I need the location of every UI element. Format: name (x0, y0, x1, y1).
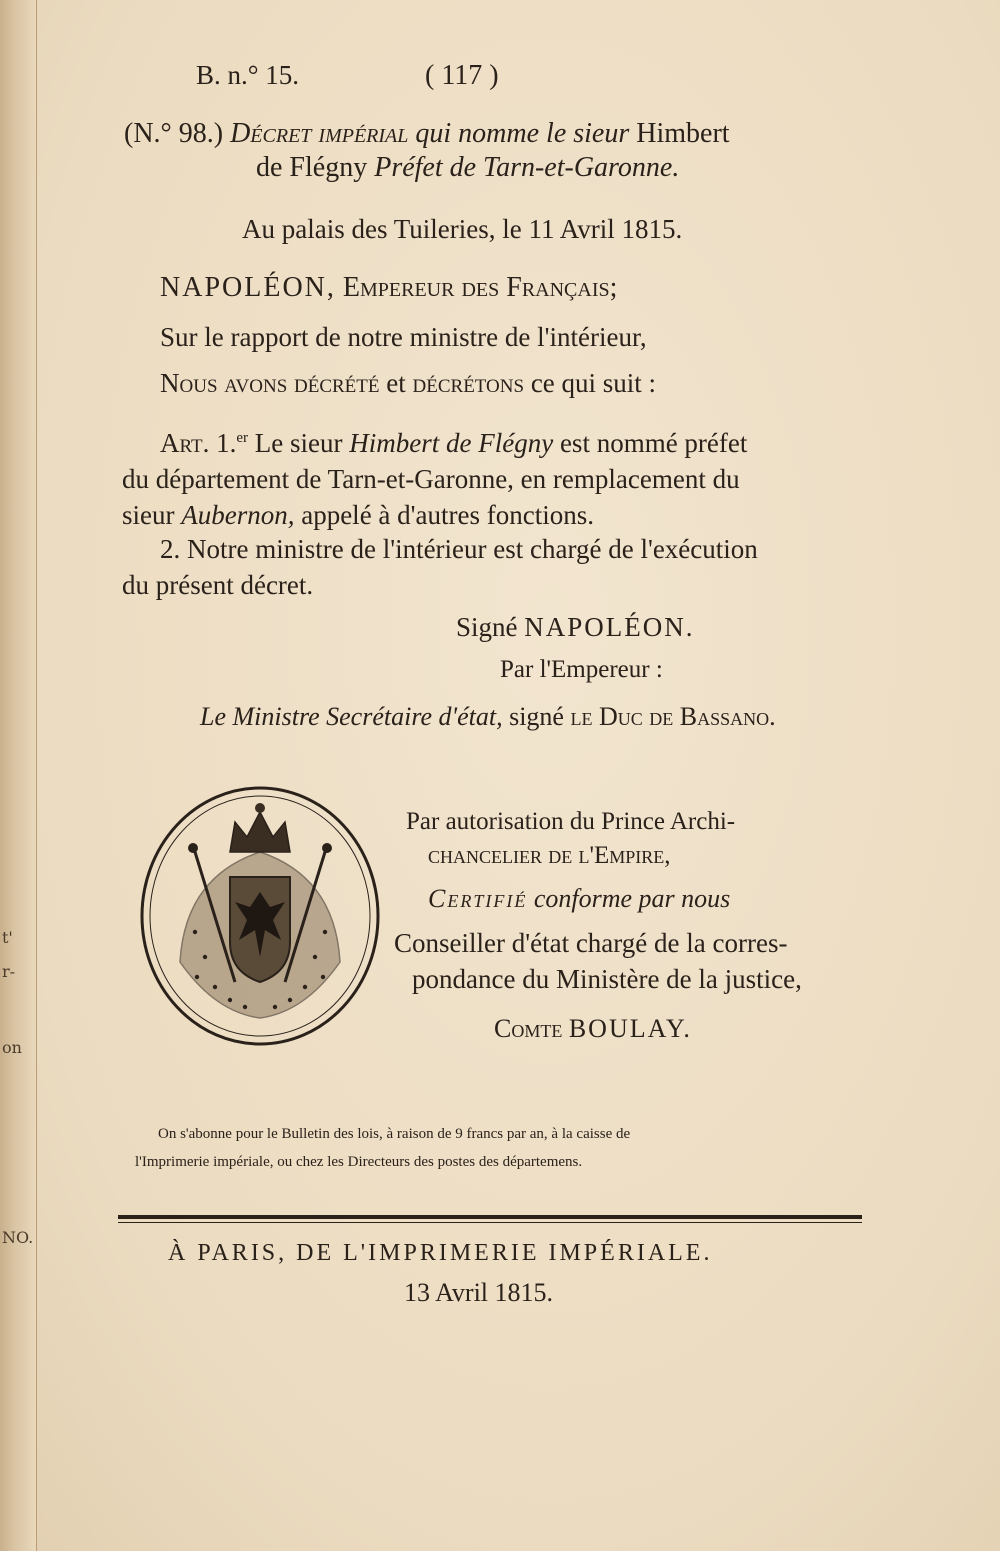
certified-word: Certifié (428, 884, 528, 913)
appointed-office: Préfet de Tarn-et-Garonne. (374, 152, 680, 183)
decree-number: (N.° 98.) (124, 118, 224, 149)
minister-signature (200, 702, 776, 732)
article-text: est nommé préfet (559, 428, 748, 458)
decree-formula (160, 368, 656, 399)
article-text: appelé à d'autres fonctions. (301, 500, 594, 530)
decree-title-line1 (124, 118, 730, 150)
subscription-note-line2: l'Imprimerie impériale, ou chez les Directeurs des postes des départemens. (135, 1154, 583, 1170)
appointee-name: Himbert (636, 118, 730, 149)
certification-line5: pondance du Ministère de la justice, (412, 964, 802, 994)
signature-napoleon (456, 612, 695, 643)
article-text: sieur (122, 500, 175, 530)
formula-part: décrétons (412, 368, 525, 398)
formula-part: ce qui suit : (530, 368, 657, 398)
signed-word: Signé (456, 612, 518, 642)
signed-word: signé (509, 702, 564, 731)
article-person-name: Aubernon, (181, 500, 295, 530)
decree-type: Décret impérial (230, 118, 409, 149)
divider-rule-thin (118, 1222, 862, 1223)
certification-text: conforme par nous (533, 884, 731, 913)
article-person-name: Himbert de Flégny (349, 428, 554, 458)
certifier-rank: Comte (494, 1014, 563, 1043)
article-1-line2: du département de Tarn-et-Garonne, en remplacement du (122, 464, 740, 494)
article-2-line2: du présent décret. (122, 570, 314, 600)
bulletin-number: B. n.° 15. (196, 60, 300, 90)
article-1-line3 (122, 500, 594, 531)
imperial-seal-icon (135, 782, 385, 1050)
article-sup: er (236, 430, 249, 446)
article-2-line1: 2. Notre ministre de l'intérieur est chargé de l'exécution (160, 534, 758, 564)
signed-name: NAPOLÉON. (524, 612, 695, 642)
certification-line2: chancelier de l'Empire, (428, 842, 671, 869)
dateline: Au palais des Tuileries, le 11 Avril 1815. (242, 214, 683, 244)
certifier-surname: BOULAY. (568, 1014, 692, 1043)
formula-part: Nous avons décrété (160, 368, 380, 398)
page-gutter (0, 0, 37, 1551)
minister-name: le Duc de Bassano. (570, 702, 776, 731)
margin-bleed-text: r- (2, 962, 16, 981)
emperor-title: Empereur des Français; (342, 272, 618, 303)
certifier-name (494, 1014, 692, 1044)
appointee-name-cont: de Flégny (256, 152, 368, 183)
decree-subject: qui nomme le sieur (415, 118, 630, 149)
imprint-line1: À PARIS, DE L'IMPRIMERIE IMPÉRIALE. (168, 1240, 713, 1266)
decree-title-line2 (256, 152, 679, 184)
minister-title: Le Ministre Secrétaire d'état, (200, 702, 503, 731)
emperor-line (160, 272, 617, 304)
certification-line3 (428, 884, 730, 914)
certification-line4: Conseiller d'état chargé de la corres- (394, 928, 788, 958)
divider-rule (118, 1215, 862, 1219)
by-emperor: Par l'Empereur : (500, 656, 663, 683)
article-label: Art. 1. (160, 428, 237, 458)
emperor-name: NAPOLÉON, (160, 272, 336, 303)
imprint-date: 13 Avril 1815. (404, 1278, 554, 1307)
certification-line1: Par autorisation du Prince Archi- (406, 808, 736, 835)
margin-bleed-text: t' (2, 928, 13, 947)
report-line: Sur le rapport de notre ministre de l'intérieur, (160, 322, 647, 352)
subscription-note-line1: On s'abonne pour le Bulletin des lois, à raison de 9 francs par an, à la caisse de (158, 1126, 631, 1142)
article-1-line1 (160, 428, 747, 459)
margin-bleed-text: NO. (2, 1228, 34, 1247)
page-number: ( 117 ) (425, 60, 499, 91)
margin-bleed-text: on (2, 1038, 22, 1057)
article-text: Le sieur (254, 428, 343, 458)
formula-part: et (386, 368, 406, 398)
